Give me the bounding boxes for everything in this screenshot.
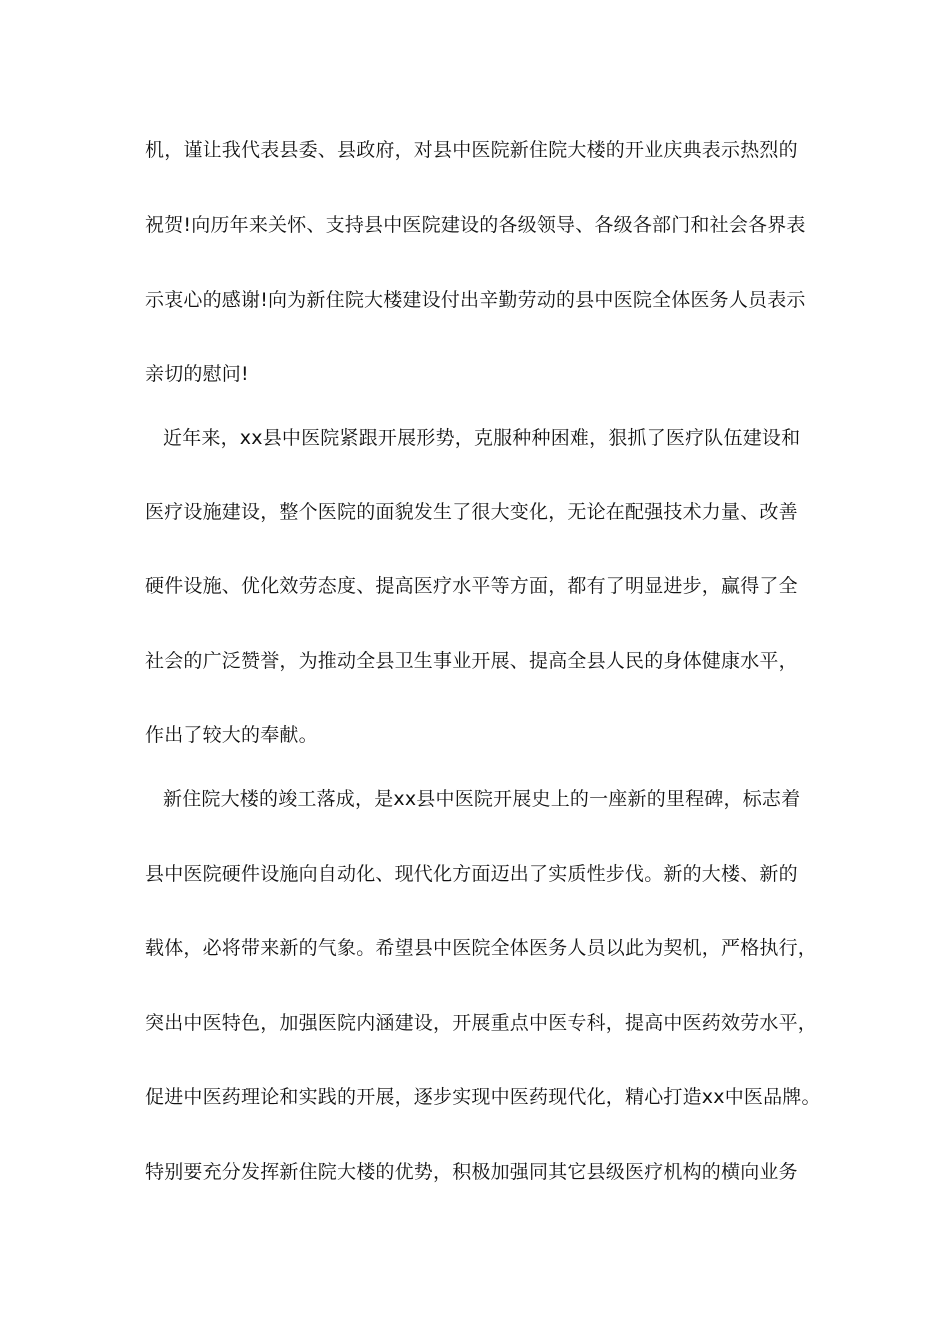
- text-line: 医疗设施建设，整个医院的面貌发生了很大变化，无论在配强技术力量、改善: [145, 501, 798, 523]
- text-line: 亲切的慰问!: [145, 363, 249, 385]
- text-line: 新住院大楼的竣工落成，是xx县中医院开展史上的一座新的里程碑，标志着: [163, 788, 801, 810]
- text-line: 近年来，xx县中医院紧跟开展形势，克服种种困难，狠抓了医疗队伍建设和: [163, 427, 801, 449]
- text-line: 县中医院硬件设施向自动化、现代化方面迈出了实质性步伐。新的大楼、新的: [145, 863, 798, 885]
- text-line: 特别要充分发挥新住院大楼的优势，积极加强同其它县级医疗机构的横向业务: [145, 1161, 798, 1183]
- text-line: 机，谨让我代表县委、县政府，对县中医院新住院大楼的开业庆典表示热烈的: [145, 139, 798, 161]
- text-line: 示衷心的感谢!向为新住院大楼建设付出辛勤劳动的县中医院全体医务人员表示: [145, 289, 806, 311]
- text-line: 突出中医特色，加强医院内涵建设，开展重点中医专科，提高中医药效劳水平，: [145, 1012, 818, 1034]
- text-line: 作出了较大的奉献。: [145, 724, 318, 746]
- text-line: 社会的广泛赞誉，为推动全县卫生事业开展、提高全县人民的身体健康水平，: [145, 650, 798, 672]
- text-line: 祝贺!向历年来关怀、支持县中医院建设的各级领导、各级各部门和社会各界表: [145, 214, 806, 236]
- text-line: 硬件设施、优化效劳态度、提高医疗水平等方面，都有了明显进步，赢得了全: [145, 575, 798, 597]
- text-line: 促进中医药理论和实践的开展，逐步实现中医药现代化，精心打造xx中医品牌。: [145, 1086, 821, 1108]
- text-line: 载体，必将带来新的气象。希望县中医院全体医务人员以此为契机，严格执行，: [145, 937, 818, 959]
